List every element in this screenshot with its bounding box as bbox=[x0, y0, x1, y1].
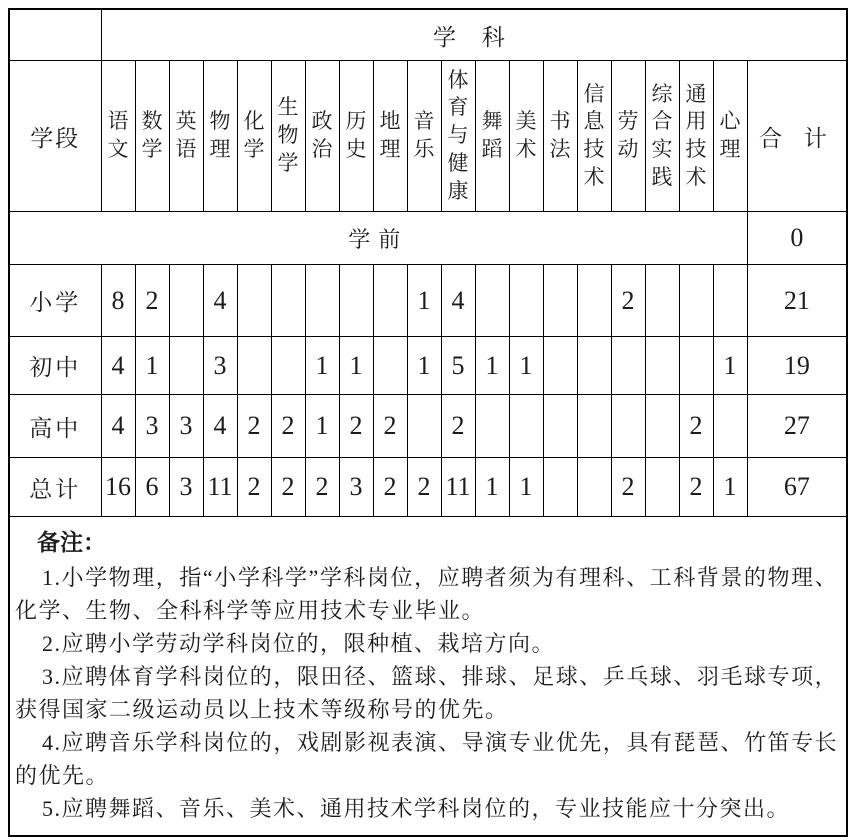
row-total: 67 bbox=[747, 458, 847, 517]
value-cell bbox=[645, 458, 679, 517]
value-cell bbox=[679, 337, 713, 395]
value-cell bbox=[543, 265, 577, 337]
note-item: 5.应聘舞蹈、音乐、美术、通用技术学科岗位的，专业技能应十分突出。 bbox=[42, 796, 791, 821]
row-label: 高中 bbox=[9, 395, 101, 458]
value-cell: 3 bbox=[135, 395, 169, 458]
subject-column-header bbox=[645, 61, 679, 212]
preschool-label: 学前 bbox=[9, 212, 747, 265]
note-item: 4.应聘音乐学科岗位的，戏剧影视表演、导演专业优先，具有琵琶、竹笛专长的优先。 bbox=[15, 730, 839, 788]
subject-column-header-label: 综合实践 bbox=[651, 81, 673, 189]
value-cell: 8 bbox=[101, 265, 135, 337]
value-cell: 11 bbox=[441, 458, 475, 517]
subject-column-header-label: 舞蹈 bbox=[481, 109, 503, 161]
value-cell: 2 bbox=[611, 265, 645, 337]
value-cell bbox=[237, 265, 271, 337]
subject-column-header-label: 心理 bbox=[719, 109, 741, 161]
preschool-total: 0 bbox=[747, 212, 847, 265]
subject-column-header-label: 地理 bbox=[379, 109, 401, 161]
subject-column-header bbox=[305, 61, 339, 212]
subject-column-header-label: 劳动 bbox=[617, 109, 639, 161]
value-cell: 6 bbox=[135, 458, 169, 517]
value-cell bbox=[509, 265, 543, 337]
value-cell bbox=[475, 395, 509, 458]
preschool-row bbox=[9, 212, 847, 265]
subject-column-header bbox=[135, 61, 169, 212]
value-cell: 4 bbox=[101, 395, 135, 458]
table-row bbox=[9, 458, 847, 517]
value-cell: 4 bbox=[203, 265, 237, 337]
value-cell: 4 bbox=[441, 265, 475, 337]
subject-column-header bbox=[271, 61, 305, 212]
value-cell: 2 bbox=[373, 458, 407, 517]
value-cell: 3 bbox=[203, 337, 237, 395]
subject-column-header bbox=[169, 61, 203, 212]
subject-column-header bbox=[101, 61, 135, 212]
value-cell bbox=[305, 265, 339, 337]
subject-column-header bbox=[237, 61, 271, 212]
column-header-row bbox=[9, 61, 847, 212]
subject-group-header: 学 科 bbox=[101, 9, 847, 61]
value-cell: 2 bbox=[237, 458, 271, 517]
subject-column-header bbox=[679, 61, 713, 212]
value-cell bbox=[611, 337, 645, 395]
subject-column-header-label: 体育与健康 bbox=[447, 67, 469, 203]
value-cell bbox=[577, 337, 611, 395]
value-cell bbox=[373, 337, 407, 395]
value-cell: 3 bbox=[169, 395, 203, 458]
note-item: 1.小学物理，指“小学科学”学科岗位，应聘者须为有理科、工科背景的物理、化学、生物、全科科学等应用技术专业毕业。 bbox=[15, 565, 839, 623]
subject-column-header bbox=[611, 61, 645, 212]
subject-column-header bbox=[475, 61, 509, 212]
row-total: 27 bbox=[747, 395, 847, 458]
value-cell: 2 bbox=[305, 458, 339, 517]
value-cell bbox=[679, 265, 713, 337]
value-cell bbox=[543, 337, 577, 395]
subject-column-header-label: 政治 bbox=[311, 109, 333, 161]
subject-column-header bbox=[577, 61, 611, 212]
value-cell: 1 bbox=[509, 458, 543, 517]
value-cell: 1 bbox=[339, 337, 373, 395]
value-cell: 1 bbox=[407, 337, 441, 395]
subject-column-header-label: 生物学 bbox=[277, 95, 299, 175]
subject-column-header-label: 信息技术 bbox=[583, 81, 605, 189]
value-cell: 1 bbox=[305, 395, 339, 458]
value-cell: 1 bbox=[135, 337, 169, 395]
value-cell bbox=[577, 395, 611, 458]
value-cell: 1 bbox=[407, 265, 441, 337]
value-cell bbox=[373, 265, 407, 337]
value-cell bbox=[271, 265, 305, 337]
subject-column-header-label: 化学 bbox=[243, 109, 265, 161]
note-item: 2.应聘小学劳动学科岗位的，限种植、栽培方向。 bbox=[42, 631, 556, 656]
subject-column-header bbox=[203, 61, 237, 212]
value-cell: 4 bbox=[101, 337, 135, 395]
value-cell: 11 bbox=[203, 458, 237, 517]
value-cell: 1 bbox=[509, 337, 543, 395]
subject-column-header bbox=[407, 61, 441, 212]
value-cell: 2 bbox=[271, 395, 305, 458]
value-cell bbox=[271, 337, 305, 395]
value-cell: 1 bbox=[475, 337, 509, 395]
subject-group-header-row bbox=[9, 9, 847, 61]
value-cell: 2 bbox=[441, 395, 475, 458]
corner-cell bbox=[9, 9, 101, 61]
value-cell bbox=[645, 265, 679, 337]
subject-column-header bbox=[373, 61, 407, 212]
value-cell: 4 bbox=[203, 395, 237, 458]
table-row bbox=[9, 265, 847, 337]
row-total: 19 bbox=[747, 337, 847, 395]
value-cell: 2 bbox=[679, 458, 713, 517]
subject-column-header bbox=[713, 61, 747, 212]
stage-header: 学段 bbox=[9, 61, 101, 212]
total-column-header: 合 计 bbox=[747, 61, 847, 212]
subject-column-header-label: 语文 bbox=[107, 109, 129, 161]
table-row bbox=[9, 337, 847, 395]
subject-column-header bbox=[441, 61, 475, 212]
value-cell bbox=[475, 265, 509, 337]
table-row bbox=[9, 395, 847, 458]
value-cell: 16 bbox=[101, 458, 135, 517]
subject-column-header-label: 音乐 bbox=[413, 109, 435, 161]
subject-column-header bbox=[543, 61, 577, 212]
value-cell: 2 bbox=[135, 265, 169, 337]
row-label: 总计 bbox=[9, 458, 101, 517]
value-cell: 2 bbox=[407, 458, 441, 517]
subject-column-header-label: 美术 bbox=[515, 109, 537, 161]
value-cell bbox=[543, 458, 577, 517]
value-cell bbox=[577, 265, 611, 337]
value-cell: 5 bbox=[441, 337, 475, 395]
notes-title: 备注： bbox=[37, 530, 106, 555]
value-cell bbox=[237, 337, 271, 395]
value-cell bbox=[713, 395, 747, 458]
row-label: 小学 bbox=[9, 265, 101, 337]
value-cell bbox=[169, 337, 203, 395]
subject-column-header bbox=[509, 61, 543, 212]
recruitment-positions-table bbox=[8, 8, 848, 837]
value-cell bbox=[611, 395, 645, 458]
value-cell: 1 bbox=[713, 458, 747, 517]
value-cell bbox=[169, 265, 203, 337]
subject-column-header bbox=[339, 61, 373, 212]
subject-column-header-label: 数学 bbox=[141, 109, 163, 161]
subject-column-header-label: 英语 bbox=[175, 109, 197, 161]
value-cell: 2 bbox=[339, 395, 373, 458]
value-cell: 1 bbox=[713, 337, 747, 395]
subject-column-header-label: 物理 bbox=[209, 109, 231, 161]
value-cell: 3 bbox=[169, 458, 203, 517]
row-label: 初中 bbox=[9, 337, 101, 395]
value-cell bbox=[509, 395, 543, 458]
value-cell: 3 bbox=[339, 458, 373, 517]
value-cell bbox=[713, 265, 747, 337]
value-cell bbox=[407, 395, 441, 458]
value-cell: 2 bbox=[373, 395, 407, 458]
subject-column-header-label: 通用技术 bbox=[685, 81, 707, 189]
value-cell: 1 bbox=[305, 337, 339, 395]
value-cell bbox=[543, 395, 577, 458]
value-cell: 2 bbox=[237, 395, 271, 458]
notes-row bbox=[9, 517, 847, 837]
value-cell bbox=[577, 458, 611, 517]
notes-list bbox=[15, 561, 838, 825]
value-cell bbox=[645, 395, 679, 458]
value-cell bbox=[645, 337, 679, 395]
notes-cell bbox=[9, 517, 847, 837]
value-cell: 1 bbox=[475, 458, 509, 517]
value-cell bbox=[339, 265, 373, 337]
value-cell: 2 bbox=[611, 458, 645, 517]
row-total: 21 bbox=[747, 265, 847, 337]
value-cell: 2 bbox=[679, 395, 713, 458]
subject-column-header-label: 书法 bbox=[549, 109, 571, 161]
note-item: 3.应聘体育学科岗位的，限田径、篮球、排球、足球、乒乓球、羽毛球专项，获得国家二级运动员以上技术等级称号的优先。 bbox=[15, 664, 839, 722]
subject-column-header-label: 历史 bbox=[345, 109, 367, 161]
value-cell: 2 bbox=[271, 458, 305, 517]
